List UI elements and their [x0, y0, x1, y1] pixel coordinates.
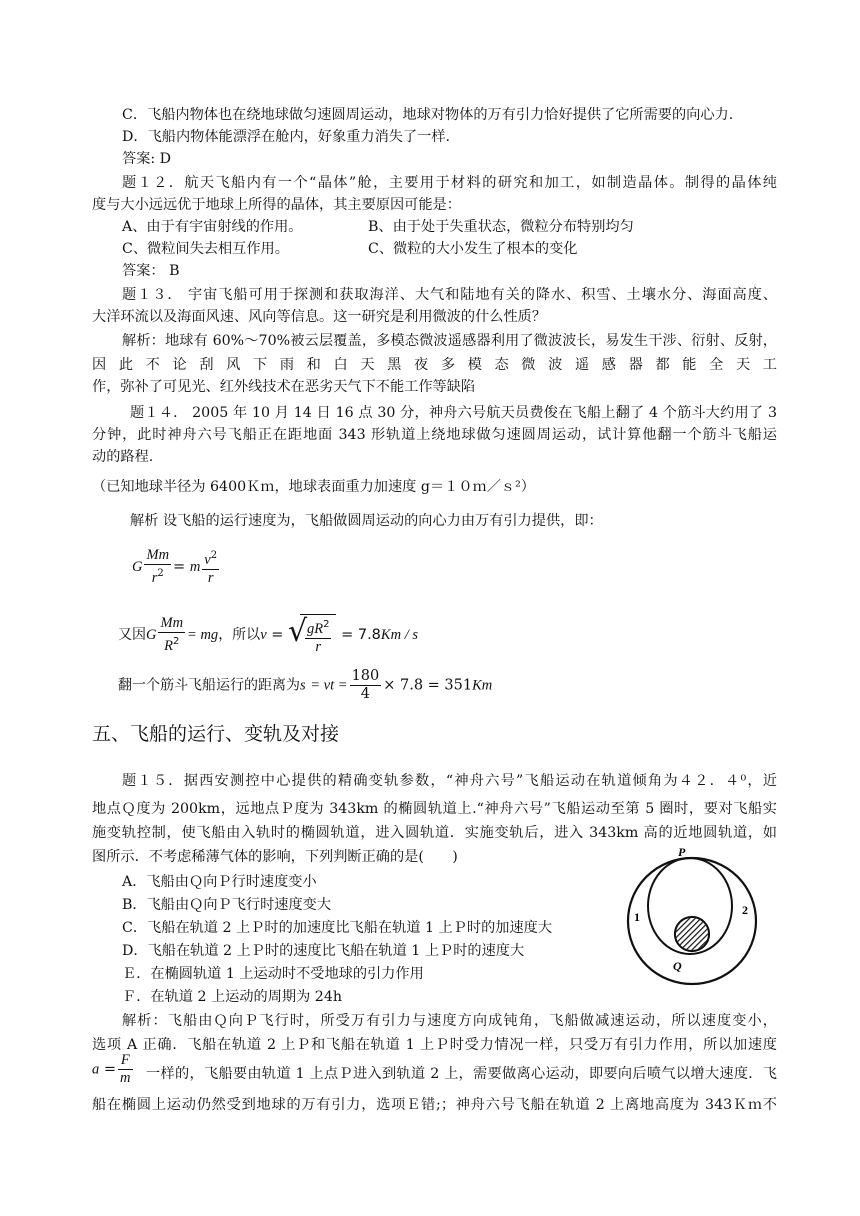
- text-line: 图所示．不考虑稀薄气体的影响，下列判断正确的是( ): [92, 849, 458, 865]
- text-line: C．飞船内物体也在绕地球做匀速圆周运动，地球对物体的万有引力恰好提供了它所需要的向心力.: [122, 107, 734, 123]
- text-line: 大洋环流以及海面风速、风向等信息。这一研究是利用微波的什么性质？: [92, 309, 547, 325]
- section-heading: 五、飞船的运行、变轨及对接: [92, 723, 340, 745]
- text-line: 题１４． 2005 年 10 月 14 日 16 点 30 分，神舟六号航天员费俊在飞船上翻了 4 个筋斗大约用了 3: [130, 405, 777, 421]
- text-line: A、由于有宇宙射线的作用。: [122, 219, 303, 235]
- text-line: Ｆ．在轨道 2 上运动的周期为 24h: [122, 989, 342, 1005]
- text-line: A．飞船由Ｑ向Ｐ行时速度变小: [122, 874, 317, 890]
- text-line: 分钟，此时神舟六号飞船正在距地面 343 形轨道上绕地球做匀速圆周运动，试计算他翻一个筋斗飞船运: [92, 427, 777, 443]
- text-line: C．飞船在轨道 2 上Ｐ时的加速度比飞船在轨道 1 上Ｐ时的加速度大: [122, 920, 553, 936]
- label-p: P: [678, 846, 686, 859]
- label-q: Q: [673, 959, 682, 973]
- text-line: 题１５．据西安测控中心提供的精确变轨参数，“神舟六号”飞船运动在轨道倾角为４２．４⁰，近: [122, 773, 777, 789]
- equation-acceleration: a = $\frac{F}{m}$: [92, 1052, 131, 1086]
- text-line: 因此不论刮风下雨和白天黑夜多模态微波遥感器都能全天工: [92, 357, 777, 373]
- text-line: 地点Ｑ度为 200km，远地点Ｐ度为 343km 的椭圆轨道上.“神舟六号”飞船运动至第 5 圈时，要对飞船实: [92, 801, 777, 817]
- text-line: C、微粒的大小发生了根本的变化: [368, 241, 578, 257]
- text-line: 度与大小远远优于地球上所得的晶体，其主要原因可能是：: [92, 197, 461, 213]
- text-line: B．飞船由Ｑ向Ｐ飞行时速度变大: [122, 897, 332, 913]
- text-line: C、微粒间失去相互作用。: [122, 241, 289, 257]
- earth-hatch: [676, 918, 708, 950]
- text-line: 选项 A 正确．飞船在轨道 2 上Ｐ和飞船在轨道 1 上Ｐ时受力情况一样，只受万有引力作用，所以加速度: [92, 1037, 777, 1053]
- label-orbit-1: 1: [634, 910, 640, 924]
- equation-gravity-centripetal: G $\frac{Mm}{r^2}$ = m $\frac{v^2}{r}$: [132, 547, 218, 586]
- text-line: D．飞船内物体能漂浮在舱内，好象重力消失了一样.: [122, 129, 451, 145]
- equation-distance: 翻一个筋斗飞船运行的距离为s = vt = $\frac{180}{4}$ × 7.8 = 351Km: [118, 668, 493, 702]
- label-orbit-2: 2: [742, 903, 748, 917]
- text-line: 题１２．航天飞船内有一个“晶体”舱，主要用于材料的研究和加工，如制造晶体。制得的晶体纯: [122, 175, 777, 191]
- equation-velocity: 又因G $\frac{Mm}{R^2}$ = mg，所以v = √ $\frac{gR^2}{r}$ = 7.8Km / s: [118, 614, 418, 655]
- text-line: 解析：地球有 60%～70%被云层覆盖，多模态微波遥感器利用了微波波长，易发生干涉、衍射、反射，: [122, 333, 777, 349]
- text-line: 动的路程.: [92, 449, 154, 465]
- text-line: B、由于处于失重状态，微粒分布特别均匀: [368, 219, 634, 235]
- text-line: 答案: D: [122, 151, 172, 167]
- text-line: Ｅ．在椭圆轨道 1 上运动时不受地球的引力作用: [122, 966, 424, 982]
- text-line: 题１３． 宇宙飞船可用于探测和获取海洋、大气和陆地有关的降水、积雪、土壤水分、海面高度、: [122, 287, 777, 303]
- text-line: 船在椭圆上运动仍然受到地球的万有引力，选项Ｅ错;；神舟六号飞船在轨道 2 上离地高度为 343Ｋｍ不: [92, 1097, 777, 1113]
- text-line: （已知地球半径为 6400Ｋｍ，地球表面重力加速度 g＝１０ｍ／ｓ²）: [92, 479, 535, 495]
- text-line: 一样的，飞船要由轨道 1 上点Ｐ进入到轨道 2 上，需要做离心运动，即要向后喷气以增大速度．飞: [146, 1066, 777, 1082]
- text-line: D．飞船在轨道 2 上Ｐ时的速度比飞船在轨道 1 上Ｐ时的速度大: [122, 943, 525, 959]
- orbit-diagram: [614, 846, 780, 988]
- text-line: 作，弥补了可见光、红外线技术在恶劣天气下不能工作等缺陷: [92, 379, 476, 395]
- text-line: 解析：飞船由Ｑ向Ｐ飞行时，所受万有引力与速度方向成钝角，飞船做减速运动，所以速度变小，: [122, 1013, 777, 1029]
- text-line: 施变轨控制，使飞船由入轨时的椭圆轨道，进入圆轨道．实施变轨后，进入 343km 高的近地圆轨道，如: [92, 825, 777, 841]
- text-line: 答案： B: [122, 263, 180, 279]
- text-line: 解析 设飞船的运行速度为，飞船做圆周运动的向心力由万有引力提供，即：: [130, 513, 603, 529]
